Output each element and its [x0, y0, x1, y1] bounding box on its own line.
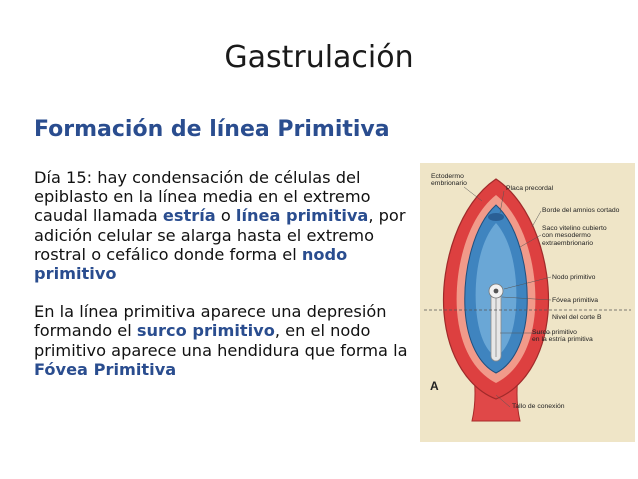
paragraph-2	[34, 302, 426, 379]
label-nivel-corte: Nivel del corte B	[552, 314, 602, 321]
paragraph-1	[34, 168, 426, 283]
label-figure-a: A	[430, 379, 439, 393]
p2-text-2: , en el nodo primitivo aparece una hendidura que forma la	[34, 321, 408, 360]
slide-subtitle: Formación de línea Primitiva	[34, 117, 390, 142]
slide-title: Gastrulación	[224, 40, 414, 75]
term-estria: estría	[162, 206, 216, 226]
label-saco-vitelino: Saco vitelino cubierto con mesodermo extraembrionario	[542, 225, 607, 247]
term-surco-primitivo: surco primitivo	[136, 321, 275, 341]
label-placa-precordal: Placa precordal	[506, 185, 554, 192]
p2-text-1: En la línea primitiva aparece una depresión formando el	[34, 302, 387, 341]
body-text	[34, 168, 426, 379]
p1-text-2: o	[215, 206, 236, 226]
embryo-drawing	[420, 163, 635, 442]
label-tallo-conexion: Tallo de conexión	[512, 403, 565, 410]
label-fovea-primitiva: Fóvea primitiva	[552, 297, 599, 304]
primitive-pit	[494, 289, 499, 294]
p1-text-3: , por adición celular se alarga hasta el extremo rostral o cefálico donde forma el	[34, 206, 406, 264]
term-linea-primitiva: línea primitiva	[235, 206, 369, 226]
embryo-illustration	[420, 163, 635, 442]
term-fovea-primitiva: Fóvea Primitiva	[34, 359, 177, 379]
label-surco-primitivo: Surco primitivo en la estría primitiva	[532, 329, 593, 344]
prechordal-plate	[488, 213, 504, 221]
label-nodo-primitivo: Nodo primitivo	[552, 274, 596, 281]
label-ectodermo: Ectodermo embrionario	[431, 173, 467, 188]
term-nodo-primitivo: nodo primitivo	[34, 244, 348, 284]
p1-text-1: Día 15: hay condensación de células del epiblasto en la línea media en el extremo caudal llamada	[34, 168, 371, 226]
label-borde-amnios: Borde del amnios cortado	[542, 207, 620, 214]
